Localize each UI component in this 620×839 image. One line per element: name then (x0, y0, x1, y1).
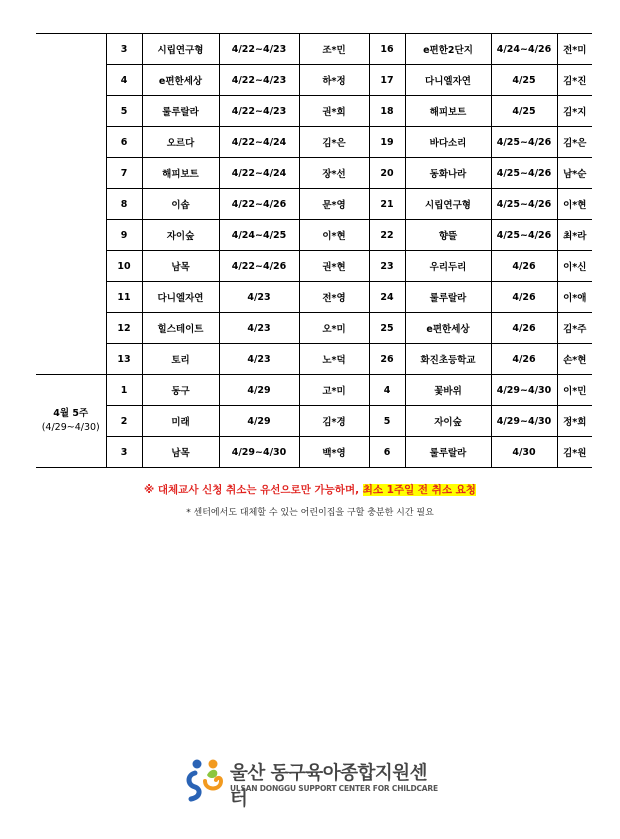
period-left-cell: 4/22~4/23 (219, 65, 299, 96)
period-left-cell: 4/23 (219, 344, 299, 375)
center-logo (183, 757, 443, 810)
no-left-cell: 13 (106, 344, 142, 375)
period-left-cell: 4/29~4/30 (219, 437, 299, 468)
period-right-cell: 4/25~4/26 (491, 189, 557, 220)
period-left-cell: 4/22~4/23 (219, 96, 299, 127)
no-right-cell: 4 (369, 375, 405, 406)
table-row (36, 344, 592, 375)
period-right-cell: 4/25~4/26 (491, 127, 557, 158)
table-row (36, 437, 592, 468)
cancel-notice-text: ※ 대체교사 신청 취소는 유선으로만 가능하며, (144, 484, 363, 496)
teacher-left-cell: 하*정 (299, 65, 369, 96)
teacher-left-cell: 이*현 (299, 220, 369, 251)
daycare-right-cell: 자이숲 (405, 406, 491, 437)
cancel-notice (0, 482, 620, 497)
no-right-cell: 18 (369, 96, 405, 127)
teacher-left-cell: 장*선 (299, 158, 369, 189)
daycare-right-cell: e편한2단지 (405, 34, 491, 65)
teacher-right-cell: 이*신 (557, 251, 592, 282)
center-logo-english: ULSAN DONGGU SUPPORT CENTER FOR CHILDCARE (230, 784, 438, 793)
no-left-cell: 9 (106, 220, 142, 251)
week5-label-cell (36, 375, 106, 468)
cancel-notice-highlight: 최소 1주일 전 취소 요청 (362, 484, 476, 496)
daycare-left-cell: 해피보트 (142, 158, 219, 189)
daycare-left-cell: 남목 (142, 251, 219, 282)
teacher-left-cell: 김*경 (299, 406, 369, 437)
period-right-cell: 4/25 (491, 65, 557, 96)
table-row (36, 406, 592, 437)
daycare-right-cell: 룰루랄라 (405, 437, 491, 468)
no-right-cell: 25 (369, 313, 405, 344)
teacher-right-cell: 전*미 (557, 34, 592, 65)
no-right-cell: 6 (369, 437, 405, 468)
teacher-right-cell: 김*진 (557, 65, 592, 96)
teacher-right-cell: 김*원 (557, 437, 592, 468)
no-left-cell: 8 (106, 189, 142, 220)
table-row (36, 189, 592, 220)
no-left-cell: 12 (106, 313, 142, 344)
daycare-right-cell: 시립연구형 (405, 189, 491, 220)
period-right-cell: 4/29~4/30 (491, 375, 557, 406)
no-left-cell: 2 (106, 406, 142, 437)
period-right-cell: 4/25 (491, 96, 557, 127)
daycare-right-cell: 동화나라 (405, 158, 491, 189)
daycare-left-cell: 남목 (142, 437, 219, 468)
daycare-left-cell: 오르다 (142, 127, 219, 158)
daycare-left-cell: 동구 (142, 375, 219, 406)
period-left-cell: 4/29 (219, 406, 299, 437)
daycare-right-cell: 향뜰 (405, 220, 491, 251)
teacher-right-cell: 이*애 (557, 282, 592, 313)
no-left-cell: 11 (106, 282, 142, 313)
no-left-cell: 5 (106, 96, 142, 127)
table-row (36, 282, 592, 313)
no-right-cell: 24 (369, 282, 405, 313)
daycare-left-cell: 룰루랄라 (142, 96, 219, 127)
period-right-cell: 4/30 (491, 437, 557, 468)
teacher-left-cell: 문*영 (299, 189, 369, 220)
period-right-cell: 4/29~4/30 (491, 406, 557, 437)
daycare-left-cell: 이솝 (142, 189, 219, 220)
teacher-left-cell: 조*민 (299, 34, 369, 65)
teacher-right-cell: 김*은 (557, 127, 592, 158)
week5-label: 4월 5주 (53, 408, 89, 419)
daycare-left-cell: 미래 (142, 406, 219, 437)
no-right-cell: 17 (369, 65, 405, 96)
teacher-right-cell: 김*주 (557, 313, 592, 344)
teacher-right-cell: 이*현 (557, 189, 592, 220)
week5-range: (4/29~4/30) (41, 422, 100, 433)
teacher-right-cell: 남*순 (557, 158, 592, 189)
period-left-cell: 4/23 (219, 313, 299, 344)
center-logo-name: 울산 동구육아종합지원센터 (230, 763, 428, 810)
daycare-right-cell: 다니엘자연 (405, 65, 491, 96)
period-right-cell: 4/26 (491, 344, 557, 375)
period-left-cell: 4/22~4/23 (219, 34, 299, 65)
daycare-left-cell: 시립연구형 (142, 34, 219, 65)
teacher-right-cell: 정*희 (557, 406, 592, 437)
teacher-right-cell: 김*지 (557, 96, 592, 127)
no-right-cell: 22 (369, 220, 405, 251)
teacher-left-cell: 김*은 (299, 127, 369, 158)
period-right-cell: 4/26 (491, 282, 557, 313)
teacher-left-cell: 노*덕 (299, 344, 369, 375)
daycare-left-cell: 힐스테이트 (142, 313, 219, 344)
daycare-left-cell: 토리 (142, 344, 219, 375)
no-left-cell: 7 (106, 158, 142, 189)
period-left-cell: 4/29 (219, 375, 299, 406)
no-right-cell: 20 (369, 158, 405, 189)
table-row (36, 34, 592, 65)
daycare-right-cell: 해피보트 (405, 96, 491, 127)
daycare-right-cell: 꽃바위 (405, 375, 491, 406)
no-left-cell: 3 (106, 437, 142, 468)
table-row (36, 251, 592, 282)
teacher-left-cell: 권*희 (299, 96, 369, 127)
period-left-cell: 4/22~4/24 (219, 127, 299, 158)
period-left-cell: 4/24~4/25 (219, 220, 299, 251)
cancel-notice-detail: * 센터에서도 대체할 수 있는 어린이집을 구할 충분한 시간 필요 (186, 508, 434, 518)
daycare-right-cell: 룰루랄라 (405, 282, 491, 313)
teacher-right-cell: 최*라 (557, 220, 592, 251)
period-right-cell: 4/25~4/26 (491, 158, 557, 189)
no-right-cell: 23 (369, 251, 405, 282)
no-right-cell: 5 (369, 406, 405, 437)
daycare-right-cell: 화진초등학교 (405, 344, 491, 375)
table-row (36, 96, 592, 127)
period-left-cell: 4/22~4/26 (219, 189, 299, 220)
no-left-cell: 3 (106, 34, 142, 65)
period-left-cell: 4/22~4/26 (219, 251, 299, 282)
no-left-cell: 6 (106, 127, 142, 158)
table-row (36, 220, 592, 251)
center-logo-mark-icon (183, 757, 227, 803)
period-right-cell: 4/24~4/26 (491, 34, 557, 65)
no-left-cell: 1 (106, 375, 142, 406)
table-row (36, 65, 592, 96)
period-right-cell: 4/26 (491, 313, 557, 344)
teacher-left-cell: 전*영 (299, 282, 369, 313)
teacher-left-cell: 권*현 (299, 251, 369, 282)
no-right-cell: 26 (369, 344, 405, 375)
period-left-cell: 4/23 (219, 282, 299, 313)
no-right-cell: 21 (369, 189, 405, 220)
daycare-right-cell: e편한세상 (405, 313, 491, 344)
daycare-left-cell: 다니엘자연 (142, 282, 219, 313)
substitute-schedule-table (36, 33, 592, 468)
table-row (36, 158, 592, 189)
no-right-cell: 16 (369, 34, 405, 65)
table-row (36, 313, 592, 344)
daycare-right-cell: 우리두리 (405, 251, 491, 282)
teacher-right-cell: 이*민 (557, 375, 592, 406)
teacher-left-cell: 고*미 (299, 375, 369, 406)
daycare-left-cell: e편한세상 (142, 65, 219, 96)
period-left-cell: 4/22~4/24 (219, 158, 299, 189)
table-row (36, 127, 592, 158)
no-right-cell: 19 (369, 127, 405, 158)
teacher-right-cell: 손*현 (557, 344, 592, 375)
no-left-cell: 4 (106, 65, 142, 96)
teacher-left-cell: 백*영 (299, 437, 369, 468)
table-row (36, 375, 592, 406)
teacher-left-cell: 오*미 (299, 313, 369, 344)
daycare-left-cell: 자이숲 (142, 220, 219, 251)
period-right-cell: 4/26 (491, 251, 557, 282)
week-label-cell (36, 34, 106, 375)
no-left-cell: 10 (106, 251, 142, 282)
period-right-cell: 4/25~4/26 (491, 220, 557, 251)
daycare-right-cell: 바다소리 (405, 127, 491, 158)
